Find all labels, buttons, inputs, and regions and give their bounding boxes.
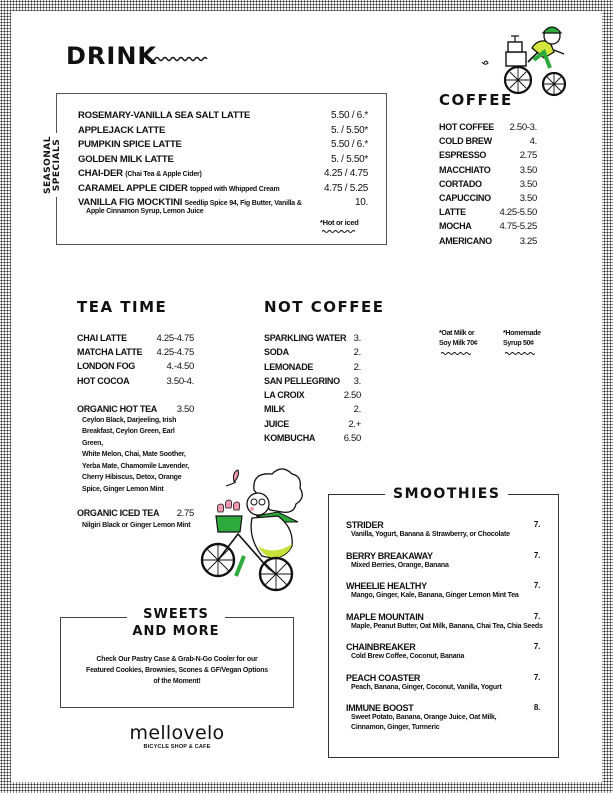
item-price: 2. <box>353 347 361 359</box>
item-name: CHAI LATTE <box>77 333 127 343</box>
mellovelo-logo <box>122 723 232 750</box>
menu-item <box>264 347 361 361</box>
item-name: MACCHIATO <box>439 164 491 175</box>
item-description: Nilgiri Black or Ginger Lemon Mint <box>82 521 191 529</box>
item-price: 2.75 <box>519 150 537 162</box>
smoothies-list <box>346 520 543 744</box>
item-name: LONDON FOG <box>77 361 135 372</box>
item-price: 4.25 / 4.75 <box>324 168 368 179</box>
seasonal-label-line2: SPECIALS <box>52 138 62 192</box>
item-price: 7. <box>533 611 540 621</box>
tea-section-title: TEA TIME <box>77 298 168 316</box>
menu-item <box>439 179 537 193</box>
menu-item <box>264 390 361 404</box>
note-line: *Oat Milk or <box>439 330 475 337</box>
item-price: 10. <box>354 197 368 208</box>
menu-item <box>439 165 537 179</box>
not-coffee-section-title: NOT COFFEE <box>264 298 385 316</box>
item-description: Cold Brew Coffee, Coconut, Banana <box>351 653 465 660</box>
item-price: 2. <box>353 404 361 416</box>
item-name: PEACH COASTER <box>346 672 421 683</box>
item-name: MILK <box>264 404 285 415</box>
item-price: 3. <box>353 375 361 387</box>
item-name: VANILLA FIG MOCKTINI <box>78 197 183 208</box>
item-price: 2.50 <box>343 390 361 402</box>
item-name: MATCHA LATTE <box>77 347 143 358</box>
menu-item <box>439 122 537 136</box>
menu-item <box>264 433 361 447</box>
menu-item <box>78 125 368 140</box>
item-price: 3.50 <box>176 403 194 415</box>
item-description: (Chai Tea & Apple Cider) <box>125 171 202 178</box>
item-description-continued: Apple Cinnamon Syrup, Lemon Juice <box>86 207 204 215</box>
cyclist-flowers-illustration <box>196 460 306 600</box>
item-name: HOT COFFEE <box>439 122 494 132</box>
item-name: MOCHA <box>439 221 472 232</box>
item-price: 4. <box>529 136 537 148</box>
item-price: 5. / 5.50* <box>330 124 368 136</box>
description-line: Cherry Hibiscus, Detox, Orange <box>82 474 182 482</box>
item-name: ROSEMARY-VANILLA SEA SALT LATTE <box>78 110 251 121</box>
squiggle-decoration <box>147 55 209 63</box>
menu-item <box>264 362 361 376</box>
smoothie-item <box>346 520 540 540</box>
item-price: 8. <box>533 703 540 712</box>
item-name: CHAINBREAKER <box>346 642 416 652</box>
item-description: topped with Whipped Cream <box>190 185 280 193</box>
item-price: 4.25-5.50 <box>499 207 537 219</box>
item-description: Seedlip Spice 94, Fig Butter, Vanilla & <box>184 200 302 207</box>
squiggle-decoration <box>322 229 356 234</box>
item-price: 3.50 <box>519 164 537 176</box>
smoothie-item <box>346 642 540 662</box>
item-name: ORGANIC ICED TEA <box>77 508 160 519</box>
cyclist-delivery-illustration <box>478 22 570 98</box>
item-price: 3. <box>353 333 361 344</box>
item-name: LEMONADE <box>264 361 314 372</box>
item-price: 5.50 / 6.* <box>330 139 368 150</box>
menu-item <box>264 333 361 347</box>
item-price: 7. <box>533 520 540 529</box>
item-name: AMERICANO <box>439 235 492 246</box>
description-line: White Melon, Chai, Mate Soother, <box>82 451 186 459</box>
item-name: ESPRESSO <box>439 150 487 161</box>
logo-tagline: BICYCLE SHOP & CAFE <box>143 744 211 750</box>
seasonal-specials-list <box>78 110 368 215</box>
description-line: Breakfast, Ceylon Green, Earl Green, <box>82 428 175 447</box>
item-name: SODA <box>264 347 289 358</box>
item-price: 5. / 5.50* <box>330 153 368 165</box>
menu-item <box>439 221 537 235</box>
description-line: of the Moment! <box>153 678 201 685</box>
item-price: 4.75 / 5.25 <box>324 182 368 194</box>
note-line: Syrup 50¢ <box>503 340 534 347</box>
item-name: CARAMEL APPLE CIDER <box>78 182 188 194</box>
note-line: Soy Milk 70¢ <box>439 340 478 347</box>
menu-item <box>78 197 368 212</box>
item-name: IMMUNE BOOST <box>346 703 414 713</box>
menu-item <box>78 110 368 125</box>
not-coffee-list <box>264 333 361 447</box>
sweets-title-line1: SWEETS <box>143 607 209 622</box>
item-description: Peach, Banana, Ginger, Coconut, Vanilla, Yogurt <box>351 683 502 691</box>
description-line: Spice, Ginger Lemon Mint <box>82 485 164 493</box>
note-line: *Homemade <box>503 330 541 337</box>
menu-item <box>77 333 194 347</box>
menu-item <box>439 193 537 207</box>
item-name: CHAI-DER <box>78 168 123 179</box>
item-name: WHEELIE HEALTHY <box>346 581 427 591</box>
description-line: Ceylon Black, Darjeeling, Irish <box>82 416 177 424</box>
coffee-section-title: COFFEE <box>439 91 513 109</box>
squiggle-decoration <box>441 351 473 356</box>
smoothie-item <box>346 551 540 571</box>
menu-item <box>78 168 368 183</box>
item-description: Mixed Berries, Orange, Banana <box>351 561 449 569</box>
homemade-syrup-note <box>503 329 541 349</box>
menu-item <box>77 347 194 361</box>
seasonal-specials-label <box>40 125 66 205</box>
item-price: 2. <box>353 361 361 373</box>
smoothie-item <box>346 703 540 733</box>
item-name: COLD BREW <box>439 136 492 147</box>
item-price: 2.75 <box>176 508 194 520</box>
item-description: Sweet Potato, Banana, Orange Juice, Oat Milk, Cinnamon, Ginger, Turmeric <box>351 714 497 731</box>
item-name: CORTADO <box>439 178 482 189</box>
menu-item <box>264 376 361 390</box>
smoothie-item <box>346 611 543 632</box>
item-name: SAN PELLEGRINO <box>264 375 340 386</box>
item-name: SPARKLING WATER <box>264 333 347 343</box>
menu-item <box>78 183 368 198</box>
item-price: 3.50 <box>519 192 537 204</box>
menu-item <box>78 139 368 154</box>
item-price: 5.50 / 6.* <box>330 110 368 121</box>
sweets-description <box>70 654 284 687</box>
item-price: 7. <box>533 642 540 651</box>
description-line: Featured Cookies, Brownies, Scones & GF/Vegan Options <box>86 667 268 674</box>
item-name: ORGANIC HOT TEA <box>77 403 157 414</box>
item-name: HOT COCOA <box>77 375 130 386</box>
description-line: Check Our Pastry Case & Grab-N-Go Cooler for our <box>96 656 258 663</box>
logo-brand: mellovelo <box>129 722 225 744</box>
menu-item <box>264 419 361 433</box>
item-description: Vanilla, Yogurt, Banana & Strawberry, or Chocolate <box>351 531 510 538</box>
sweets-section-title <box>127 606 225 640</box>
menu-item <box>264 404 361 418</box>
item-description: Mango, Ginger, Kale, Banana, Ginger Lemon Mint Tea <box>351 592 519 599</box>
item-name: LA CROIX <box>264 390 305 401</box>
item-price: 3.50 <box>519 178 537 190</box>
menu-item <box>439 136 537 150</box>
item-price: 7. <box>533 550 540 560</box>
item-name: STRIDER <box>346 520 384 530</box>
item-description <box>77 415 194 496</box>
item-description: Maple, Peanut Butter, Oat Milk, Banana, Chai Tea, Chia Seeds <box>351 622 543 630</box>
squiggle-decoration <box>505 351 537 356</box>
item-name: LATTE <box>439 207 466 218</box>
sweets-title-line2: AND MORE <box>132 624 220 639</box>
item-price: 2.+ <box>348 418 361 430</box>
coffee-list <box>439 122 537 250</box>
item-name: JUICE <box>264 418 290 429</box>
description-line: Yerba Mate, Chamomile Lavender, <box>82 462 190 470</box>
item-name: CAPUCCINO <box>439 192 491 203</box>
menu-item-organic-hot-tea <box>77 404 194 418</box>
item-price: 4.25-4.75 <box>156 333 194 344</box>
item-price: 4.-4.50 <box>166 361 194 373</box>
item-name: BERRY BREAKAWAY <box>346 550 433 561</box>
item-price: 3.50-4. <box>166 375 194 387</box>
oat-milk-note <box>439 329 477 349</box>
item-price: 7. <box>533 672 540 682</box>
smoothie-item <box>346 673 540 693</box>
item-name: KOMBUCHA <box>264 433 316 444</box>
smoothies-section-title: SMOOTHIES <box>385 486 508 502</box>
menu-item <box>439 150 537 164</box>
item-name: APPLEJACK LATTE <box>78 124 166 136</box>
hot-or-iced-footnote: *Hot or iced <box>320 218 359 227</box>
item-price: 7. <box>533 581 540 590</box>
item-price: 3.25 <box>519 235 537 247</box>
item-price: 4.75-5.25 <box>499 221 537 233</box>
item-price: 2.50-3. <box>509 122 537 133</box>
item-name: MAPLE MOUNTAIN <box>346 611 424 622</box>
menu-item <box>439 236 537 250</box>
item-price: 4.25-4.75 <box>156 347 194 359</box>
menu-item-organic-iced-tea <box>77 508 194 522</box>
seasonal-label-line1: SEASONAL <box>43 136 53 194</box>
item-price: 6.50 <box>343 433 361 445</box>
smoothie-item <box>346 581 540 601</box>
item-name: GOLDEN MILK LATTE <box>78 153 174 165</box>
item-name: PUMPKIN SPICE LATTE <box>78 139 182 150</box>
menu-item <box>77 376 194 390</box>
menu-item <box>439 207 537 221</box>
page-title: DRINK <box>66 42 158 70</box>
tea-list <box>77 333 194 531</box>
menu-item <box>78 154 368 169</box>
menu-item <box>77 361 194 375</box>
